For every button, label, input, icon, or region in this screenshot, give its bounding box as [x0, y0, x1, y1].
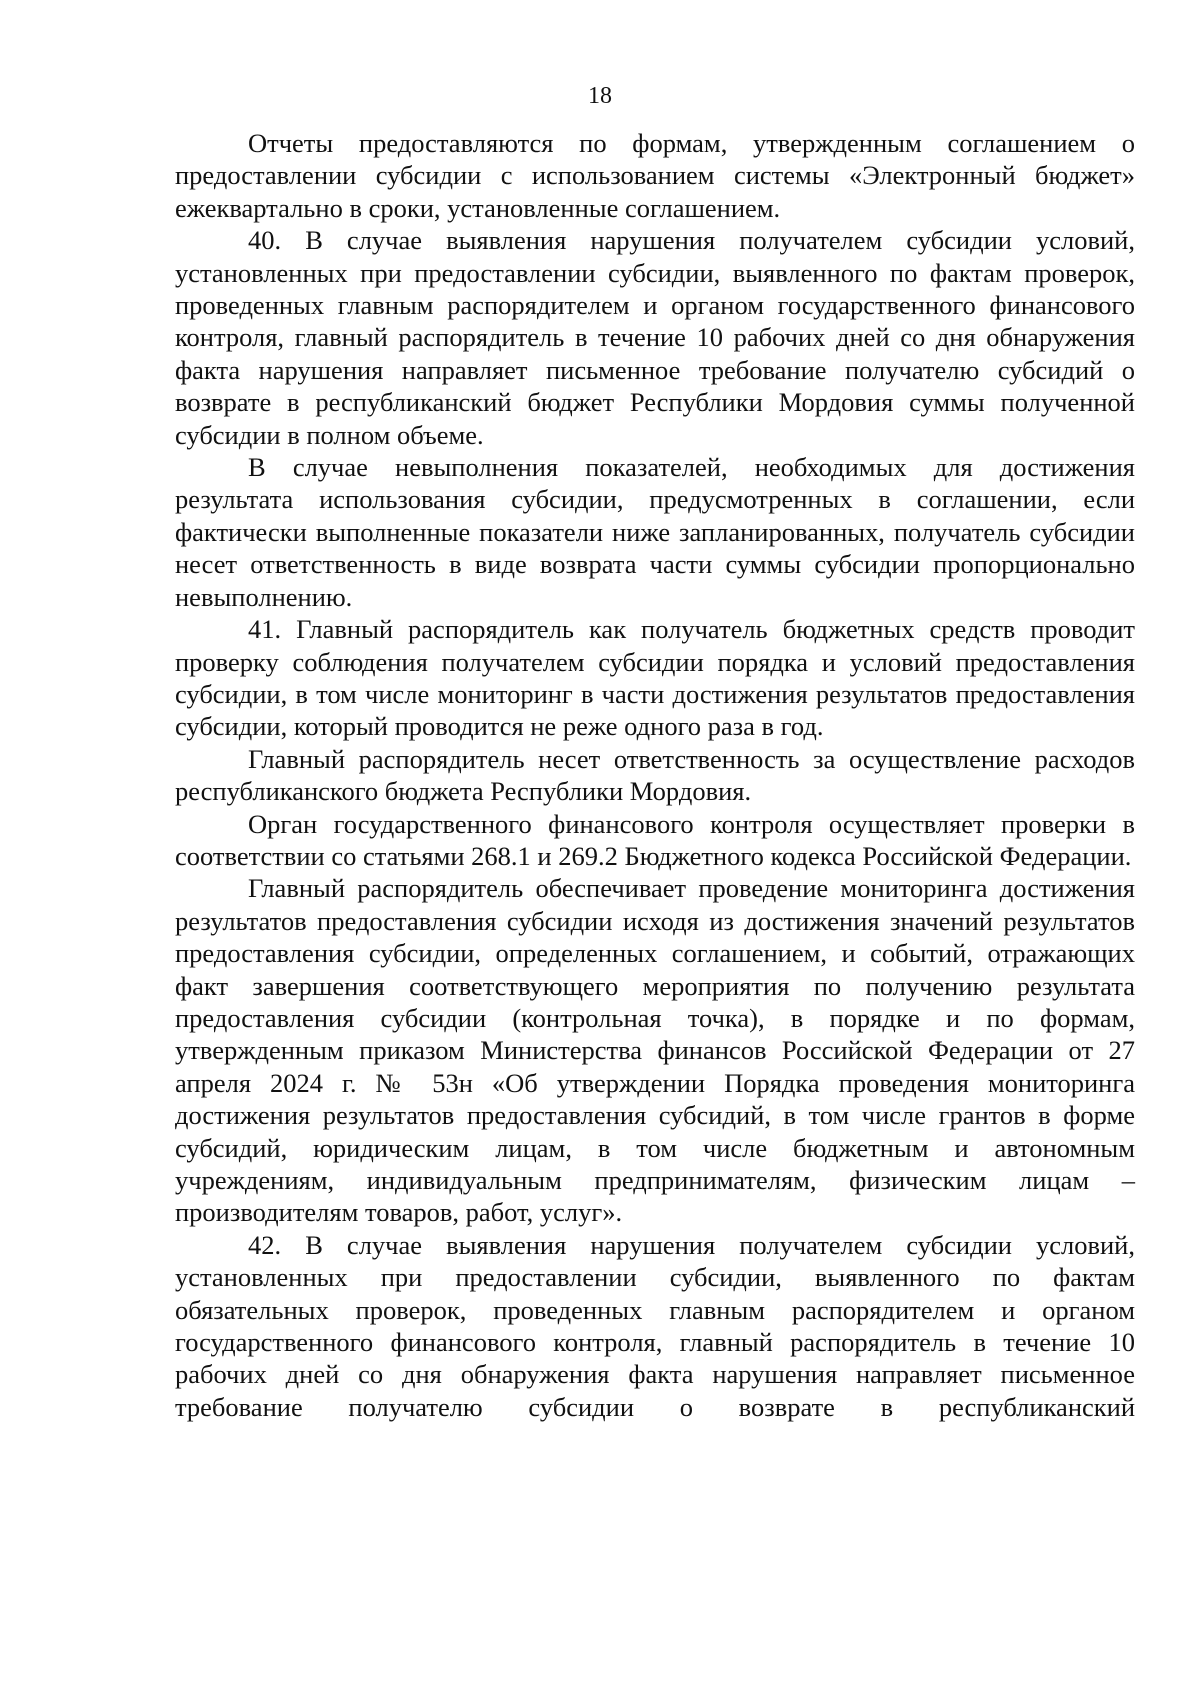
paragraph-nonfulfillment: В случае невыполнения показателей, необходимых для достижения результата использования субсидии, предусмотренных в соглашении, если фактически выполненные показатели ниже запланированных, получатель субсидии несет ответственность в виде возврата части суммы субсидии пропорционально невыполнению.	[175, 452, 1135, 612]
document-body	[175, 127, 1135, 1423]
paragraph-clause-42: 42. В случае выявления нарушения получателем субсидии условий, установленных при предоставлении субсидии, выявленного по фактам обязательных проверок, проведенных главным распорядителем и органом государственного финансового контроля, главный распорядитель в течение 10 рабочих дней со дня обнаружения факта нарушения направляет письменное требование получателю субсидии о возврате в республиканский	[175, 1229, 1135, 1422]
paragraph-responsibility: Главный распорядитель несет ответственность за осуществление расходов республиканского бюджета Республики Мордовия.	[175, 743, 1135, 807]
paragraph-monitoring: Главный распорядитель обеспечивает проведение мониторинга достижения результатов предоставления субсидии исходя из достижения значений результатов предоставления субсидии, определенных соглашением, и событий, отражающих факт завершения соответствующего мероприятия по получению результата предоставления субсидии (контрольная точка), в порядке и по формам, утвержденным приказом Министерства финансов Российской Федерации от 27 апреля 2024 г. № 53н «Об утверждении Порядка проведения мониторинга достижения результатов предоставления субсидий, в том числе грантов в форме субсидий, юридическим лицам, в том числе бюджетным и автономным учреждениям, индивидуальным предпринимателям, физическим лицам – производителям товаров, работ, услуг».	[175, 873, 1135, 1228]
paragraph-reports: Отчеты предоставляются по формам, утвержденным соглашением о предоставлении субсидии с использованием системы «Электронный бюджет» ежеквартально в сроки, установленные соглашением.	[175, 128, 1135, 223]
paragraph-clause-40: 40. В случае выявления нарушения получателем субсидии условий, установленных при предоставлении субсидии, выявленного по фактам проверок, проведенных главным распорядителем и органом государственного финансового контроля, главный распорядитель в течение 10 рабочих дней со дня обнаружения факта нарушения направляет письменное требование получателю субсидий о возврате в республиканский бюджет Республики Мордовия суммы полученной субсидии в полном объеме.	[175, 225, 1135, 450]
paragraph-control-body: Орган государственного финансового контроля осуществляет проверки в соответствии со статьями 268.1 и 269.2 Бюджетного кодекса Российской Федерации.	[175, 808, 1135, 871]
page-number: 18	[588, 83, 612, 109]
paragraph-clause-41: 41. Главный распорядитель как получатель бюджетных средств проводит проверку соблюдения получателем субсидии порядка и условий предоставления субсидии, в том числе мониторинг в части достижения результатов предоставления субсидии, который проводится не реже одного раза в год.	[175, 614, 1135, 742]
